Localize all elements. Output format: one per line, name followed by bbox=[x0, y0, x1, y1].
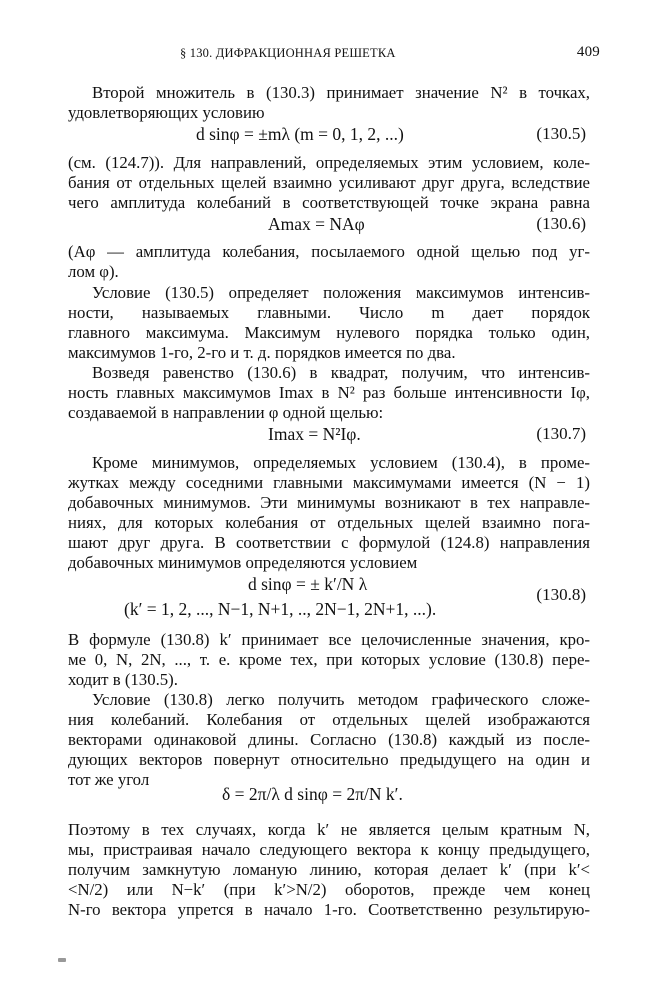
text-line: максимумов 1-го, 2-го и т. д. порядков имеется по два. bbox=[68, 343, 456, 362]
page-number: 409 bbox=[576, 44, 600, 60]
equation-text: δ = 2π/λ d sinφ = 2π/N k′. bbox=[222, 784, 403, 804]
text-line: (см. (124.7)). Для направлений, определяемых этим условием, коле- bbox=[68, 153, 590, 172]
text-line: N-го вектора упрется в начало 1-го. Соответственно результирую- bbox=[68, 900, 590, 919]
text-line: добавочных минимумов определяются условием bbox=[68, 553, 418, 572]
text-line: создаваемой в направлении φ одной щелью: bbox=[68, 403, 384, 422]
text-line: жутках между соседними главными максимумами имеется (N − 1) bbox=[68, 473, 590, 492]
running-title: § 130. ДИФРАКЦИОННАЯ РЕШЕТКА bbox=[180, 46, 396, 60]
text-line: Кроме минимумов, определяемых условием (130.4), в проме- bbox=[92, 453, 590, 472]
equation-text: d sinφ = ± k′/N λ bbox=[248, 574, 368, 594]
text-line: ниях, для которых колебания от отдельных щелей взаимно пога- bbox=[68, 513, 590, 532]
equation-delta bbox=[222, 783, 403, 805]
text-line: дующих векторов повернут относительно предыдущего на один и bbox=[68, 750, 590, 769]
equation-130-6 bbox=[268, 213, 365, 235]
text-line: добавочных минимумов. Эти минимумы возникают в тех направле- bbox=[68, 493, 590, 512]
text-line: Возведя равенство (130.6) в квадрат, получим, что интенсив- bbox=[92, 363, 590, 382]
scan-mark bbox=[58, 958, 66, 962]
text-line: В формуле (130.8) k′ принимает все целочисленные значения, кро- bbox=[68, 630, 590, 649]
text-line: Условие (130.5) определяет положения максимумов интенсив- bbox=[92, 283, 590, 302]
text-line: лом φ). bbox=[68, 262, 119, 281]
equation-130-5 bbox=[196, 123, 404, 145]
text-line: главного максимума. Максимум нулевого порядка только один, bbox=[68, 323, 590, 342]
equation-text: (k′ = 1, 2, ..., N−1, N+1, .., 2N−1, 2N+1, ...). bbox=[124, 599, 437, 619]
equation-130-8-range bbox=[124, 598, 436, 620]
text-line: мы, пристраивая начало следующего вектора к концу предыдущего, bbox=[68, 840, 590, 859]
text-line: получим замкнутую ломаную линию, которая делает k′ (при k′< bbox=[68, 860, 590, 879]
text-line: Условие (130.8) легко получить методом графического сложе- bbox=[92, 690, 590, 709]
text-line: ния колебаний. Колебания от отдельных щелей изображаются bbox=[68, 710, 590, 729]
equation-text: d sinφ = ±mλ (m = 0, 1, 2, ...) bbox=[196, 124, 404, 144]
text-line: Поэтому в тех случаях, когда k′ не является целым кратным N, bbox=[68, 820, 590, 839]
text-line: <N/2) или N−k′ (при k′>N/2) оборотов, прежде чем конец bbox=[68, 880, 590, 899]
text-line: бания от отдельных щелей взаимно усиливают друг друга, вследствие bbox=[68, 173, 590, 192]
equation-text: Imax = N²Iφ. bbox=[268, 424, 361, 444]
text-line: ме 0, N, 2N, ..., т. е. кроме тех, при которых условие (130.8) пере- bbox=[68, 650, 590, 669]
text-line: удовлетворяющих условию bbox=[68, 103, 265, 122]
text-line: (Aφ — амплитуда колебания, посылаемого одной щелью под уг- bbox=[68, 242, 590, 261]
equation-130-7 bbox=[268, 423, 361, 445]
equation-number: (130.7) bbox=[536, 424, 586, 443]
text-line: тот же угол bbox=[68, 770, 150, 789]
equation-text: Amax = NAφ bbox=[268, 214, 365, 234]
equation-number: (130.5) bbox=[536, 124, 586, 143]
text-line: векторами одинаковой длины. Согласно (130.8) каждый из после- bbox=[68, 730, 590, 749]
equation-number: (130.6) bbox=[536, 214, 586, 233]
text-line: шают друг друга. В соответствии с формулой (124.8) направления bbox=[68, 533, 590, 552]
running-head bbox=[0, 46, 654, 64]
text-line: ность главных максимумов Imax в N² раз больше интенсивности Iφ, bbox=[68, 383, 590, 402]
equation-130-8 bbox=[248, 573, 367, 595]
text-line: ходит в (130.5). bbox=[68, 670, 178, 689]
text-line: чего амплитуда колебаний в соответствующей точке экрана равна bbox=[68, 193, 590, 212]
equation-number: (130.8) bbox=[536, 585, 586, 604]
text-line: ности, называемых главными. Число m дает порядок bbox=[68, 303, 590, 322]
text-line: Второй множитель в (130.3) принимает значение N² в точках, bbox=[92, 83, 590, 102]
